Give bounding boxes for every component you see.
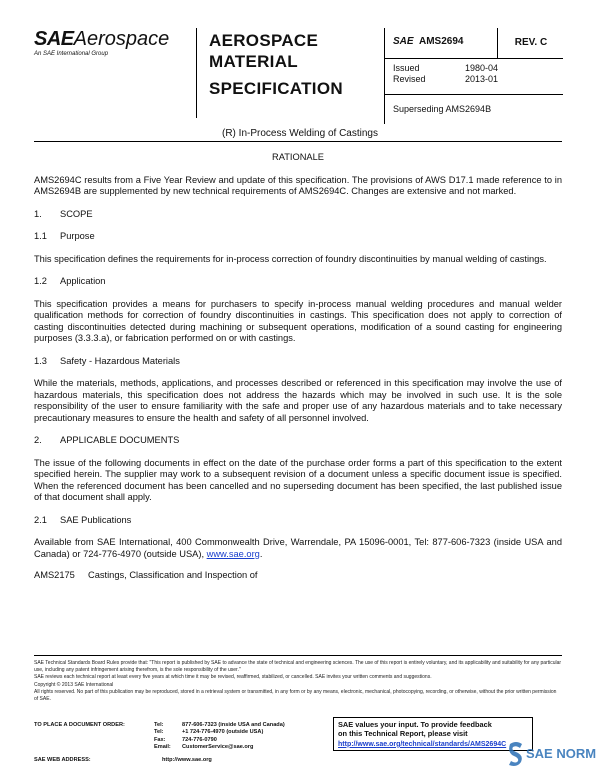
section-number: 1. xyxy=(34,208,42,219)
footer-note-review: SAE reviews each technical report at least every five years at which time it may be revised, reaffirmed, stabilized, or cancelled. SAE invites your written comments and suggestions. xyxy=(34,674,432,681)
section-title: SAE Publications xyxy=(60,514,132,525)
section-title: APPLICABLE DOCUMENTS xyxy=(60,435,180,445)
order-value: 877-606-7323 (inside USA and Canada) xyxy=(182,722,285,728)
logo-sae-text: SAE xyxy=(34,28,74,50)
spec-title-block xyxy=(196,28,375,118)
title-line-1: AEROSPACE xyxy=(209,31,319,50)
sae-aerospace-logo xyxy=(34,28,192,57)
footer-divider xyxy=(34,655,562,656)
order-key: Tel: xyxy=(154,722,164,728)
section-number: 1.1 xyxy=(34,231,47,241)
section-number: 2. xyxy=(34,435,42,445)
web-address-value[interactable]: http://www.sae.org xyxy=(162,757,212,763)
order-value: 724-776-0790 xyxy=(182,736,217,743)
watermark-swoosh-icon xyxy=(509,742,522,766)
order-info xyxy=(34,722,304,752)
section-number: 2.1 xyxy=(34,514,47,525)
section-title: Application xyxy=(60,276,106,286)
sae-website-link[interactable]: www.sae.org xyxy=(206,548,260,559)
footer-note-rights: All rights reserved. No part of this publication may be reproduced, stored in a retrieval system or transmitted, in any form or by any means, electronic, mechanical, photocopying, recording, or otherwise, without the prior written permission of SAE. xyxy=(34,689,557,702)
order-label: TO PLACE A DOCUMENT ORDER: xyxy=(34,722,125,728)
order-key: Email: xyxy=(154,744,171,751)
section-2-1-heading xyxy=(34,515,562,527)
revised-label: Revised xyxy=(393,74,426,84)
section-1-2-text: This specification provides a means for purchasers to specify in-process manual welding procedures and manual welder qualification methods for correction of foundry discontinuities in castings. This specification does not apply to correction of casting discontinuities detected during machining or subsequent operations, modification of a sound casting for engineering purposes (3.3.3.a), or fabrication performed on or with castings. xyxy=(34,298,562,343)
section-1-3-heading xyxy=(34,356,562,368)
footer-note-copyright: Copyright © 2013 SAE International xyxy=(34,681,114,688)
section-1-heading xyxy=(34,209,562,221)
feedback-box xyxy=(333,717,533,751)
sae-norm-watermark xyxy=(506,738,598,770)
web-address-label: SAE WEB ADDRESS: xyxy=(34,757,91,763)
watermark-text: SAE NORM xyxy=(526,746,597,761)
feedback-link[interactable]: http://www.sae.org/technical/standards/AMS2694C xyxy=(338,740,507,748)
revision-label: REV. C xyxy=(497,28,564,58)
section-2-1-text xyxy=(34,537,562,560)
rationale-heading: RATIONALE xyxy=(271,152,324,162)
order-key: Fax: xyxy=(154,736,166,743)
ams-sae-mark: SAE xyxy=(393,36,414,47)
document-subtitle: (R) In-Process Welding of Castings xyxy=(222,128,378,139)
section-1-3-text: While the materials, methods, applications, and processes described or referenced in this specification may involve the use of hazardous materials, this specification does not address the hazards which may be involved in such use. It is the sole responsibility of the user to ensure familiarity with the safe and proper use of any hazardous materials and to take necessary precautionary measures to ensure the health and safety of all personnel involved. xyxy=(34,378,562,423)
section-1-1-heading xyxy=(34,231,562,243)
order-row xyxy=(34,737,304,744)
reference-title: Castings, Classification and Inspection of xyxy=(88,570,258,580)
order-row xyxy=(34,729,304,736)
order-value[interactable]: CustomerService@sae.org xyxy=(182,744,254,751)
logo-aerospace-text: Aerospace xyxy=(73,28,170,50)
section-1-1-text: This specification defines the requirements for in-process correction of foundry discontinuities by manual welding of castings. xyxy=(34,253,547,264)
order-value: +1 724-776-4970 (outside USA) xyxy=(182,729,264,736)
dates-block xyxy=(385,58,563,95)
title-line-3: SPECIFICATION xyxy=(209,79,343,98)
order-row xyxy=(34,722,304,729)
title-line-2: MATERIAL xyxy=(209,52,298,71)
order-row xyxy=(34,744,304,751)
ams-number-row xyxy=(385,28,563,59)
document-reference-row xyxy=(34,570,562,582)
feedback-line-1: SAE values your input. To provide feedback xyxy=(338,720,492,729)
footer-notes xyxy=(34,660,562,704)
section-title: Purpose xyxy=(60,231,95,241)
spec-meta-block xyxy=(384,28,563,124)
superseding-note: Superseding AMS2694B xyxy=(393,104,492,114)
ams-number: AMS2694 xyxy=(419,36,464,47)
reference-id: AMS2175 xyxy=(34,570,75,580)
rationale-text: AMS2694C results from a Five Year Review and update of this specification. The provisions of AWS D17.1 made reference to in AMS2694B are supplemented by new technical requirements of AMS2694C. Changes are extensive and not marked. xyxy=(34,174,562,196)
section-2-text: The issue of the following documents in effect on the date of the purchase order forms a part of this specification to the extent specified herein. The supplier may work to a subsequent revision of a document unless a specific document issue is specified. When the referenced document has been cancelled and no superseding document has been specified, the last published issue of that document shall apply. xyxy=(34,457,562,502)
revised-value: 2013-01 xyxy=(465,74,499,84)
section-number: 1.3 xyxy=(34,355,47,366)
section-number: 1.2 xyxy=(34,276,47,286)
section-1-2-heading xyxy=(34,276,562,288)
order-key: Tel: xyxy=(154,729,164,736)
issued-value: 1980-04 xyxy=(465,63,499,73)
footer-note-rules: SAE Technical Standards Board Rules provide that: "This report is published by SAE to advance the state of technical and engineering sciences. The use of this report is entirely voluntary, and its applicability and suitability for any particular use, including any patent infringement arising therefrom, is the sole responsibility of the user." xyxy=(34,660,562,673)
document-body xyxy=(34,152,562,582)
logo-subtitle: An SAE International Group xyxy=(34,51,109,57)
sae-address-text: Available from SAE International, 400 Commonwealth Drive, Warrendale, PA 15096-0001, Tel: 877-606-7323 (inside USA and Canada) or 724-776-4970 (outside USA), xyxy=(34,537,562,559)
header-divider xyxy=(34,141,562,142)
section-2-heading xyxy=(34,435,562,447)
sae-address-end: . xyxy=(259,548,263,559)
issued-label: Issued xyxy=(393,63,420,73)
feedback-line-2: on this Technical Report, please visit xyxy=(338,729,468,739)
section-title: SCOPE xyxy=(60,208,93,219)
section-title: Safety - Hazardous Materials xyxy=(60,355,180,366)
document-header xyxy=(34,28,562,128)
